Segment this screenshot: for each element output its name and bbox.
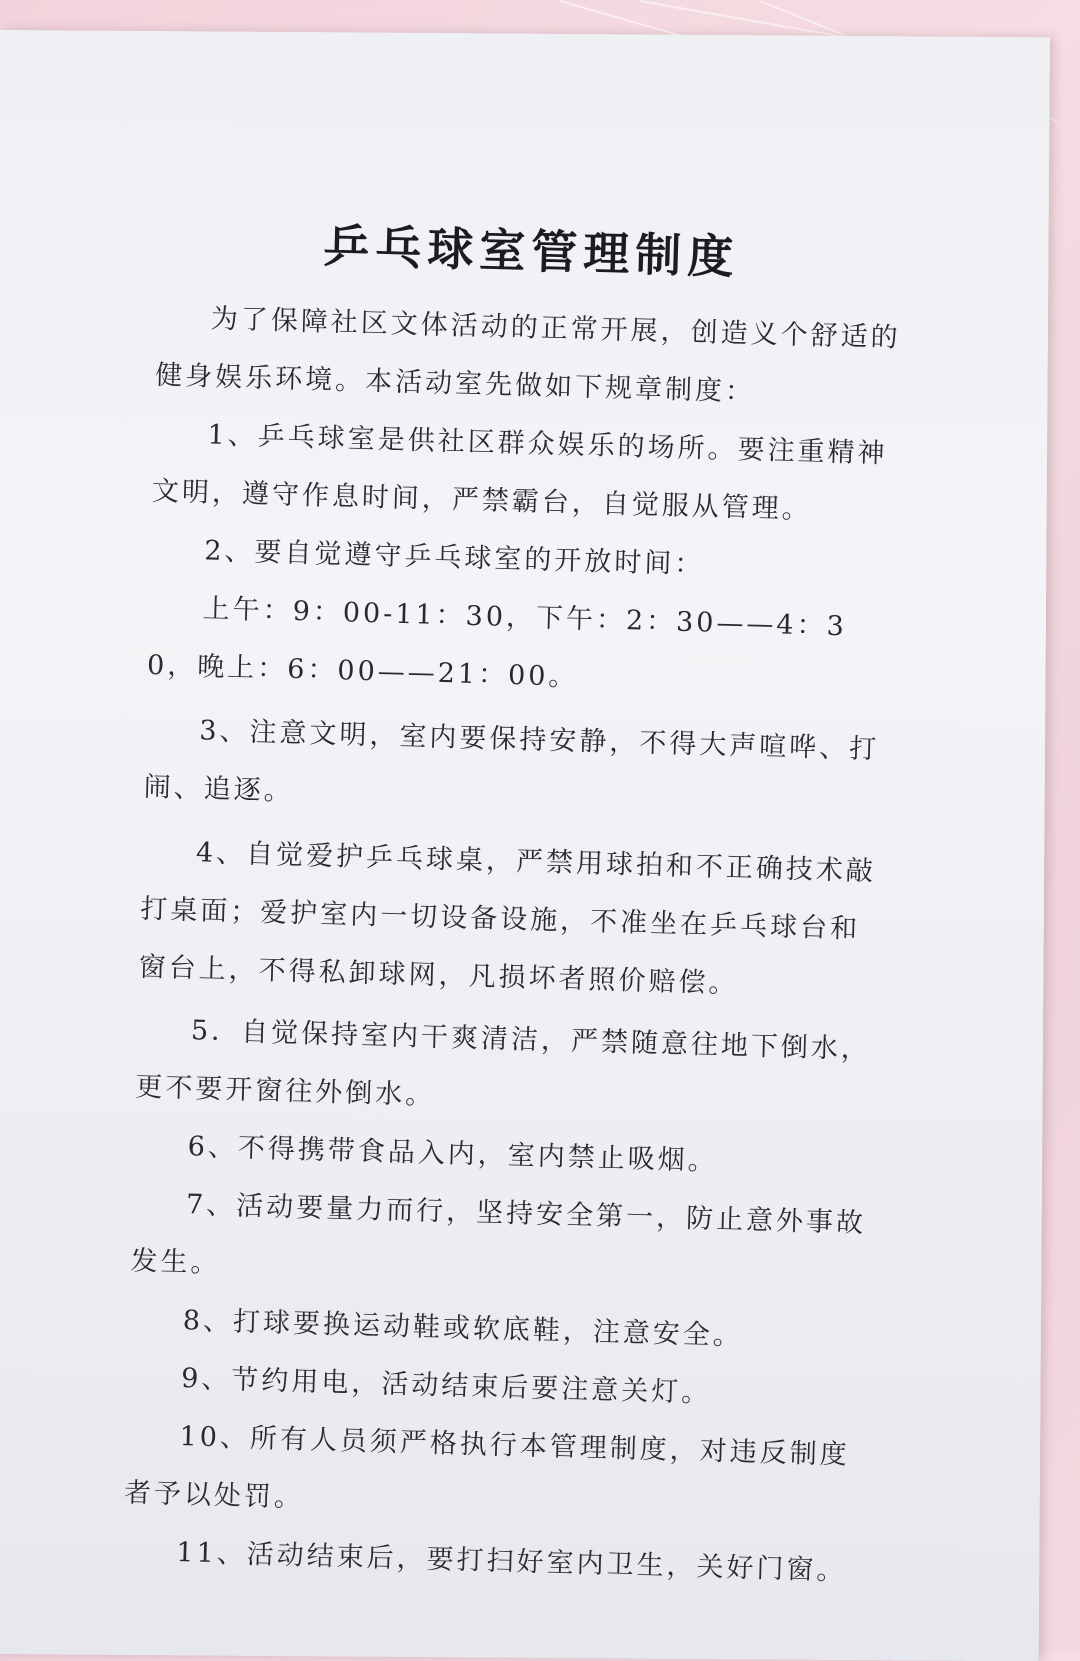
rule-2: 2、要自觉遵守乒乓球室的开放时间： (203, 535, 705, 581)
rule-11: 11、活动结束后，要打扫好室内卫生，关好门窗。 (175, 1536, 847, 1587)
rule-9: 9、节约用电，活动结束后要注意关灯。 (180, 1363, 712, 1409)
intro-paragraph: 为了保障社区文体活动的正常开展，创造义个舒适的健身娱乐环境。本活动室先做如下规章制度： (154, 303, 902, 408)
document-title: 乒乓球室管理制度 (322, 218, 741, 285)
rule-5: 5．自觉保持室内干爽清洁，严禁随意往地下倒水，更不要开窗往外倒水。 (134, 1015, 872, 1112)
rule-4: 4、自觉爱护乒乓球桌，严禁用球拍和不正确技术敲打桌面；爱护室内一切设备设施，不准坐在乒乓球台和窗台上，不得私卸球网，凡损坏者照价赔偿。 (138, 837, 877, 1000)
rule-6: 6、不得携带食品入内，室内禁止吸烟。 (187, 1131, 719, 1177)
rule-7: 7、活动要量力而行，坚持安全第一，防止意外事故发生。 (130, 1189, 867, 1280)
rule-3: 3、注意文明，室内要保持安静，不得大声喧哗、打闹、追逐。 (143, 715, 880, 807)
rule-1: 1、乒乓球室是供社区群众娱乐的场所。要注重精神文明，遵守作息时间，严禁霸台，自觉服从管理。 (151, 419, 888, 526)
rule-2-hours: 上午：9：00-11：30，下午：2：30——4：30，晚上：6：00——21：00。 (146, 593, 848, 693)
rule-10: 10、所有人员须严格执行本管理制度，对违反制度者予以处罚。 (123, 1421, 851, 1514)
document (122, 205, 905, 1601)
rule-8: 8、打球要换运动鞋或软底鞋，注意安全。 (182, 1305, 744, 1352)
